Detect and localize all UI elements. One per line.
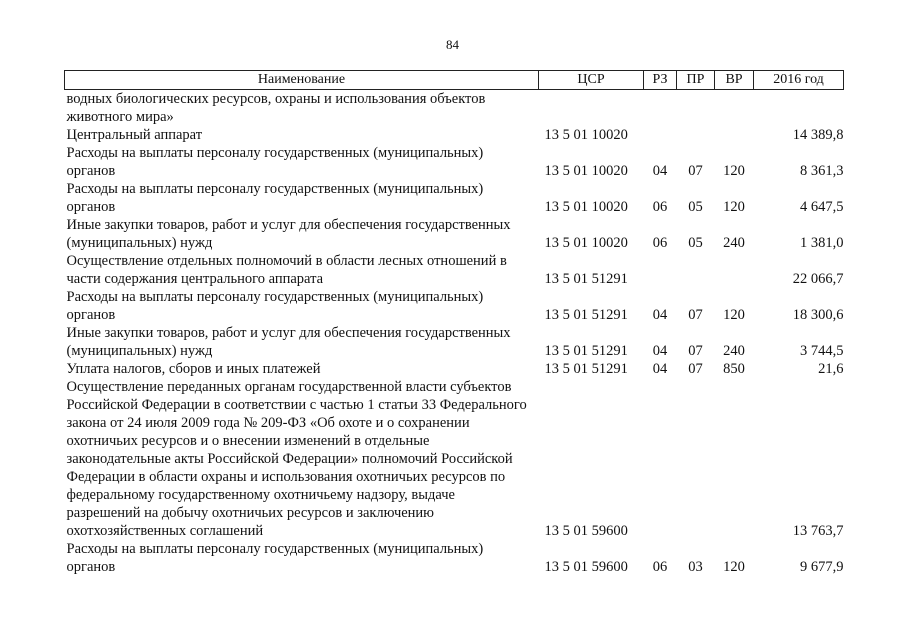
table-header bbox=[65, 71, 844, 90]
row-pr: 05 bbox=[688, 199, 703, 215]
row-rz: 04 bbox=[652, 307, 668, 323]
row-csr: 13 5 01 51291 bbox=[544, 307, 628, 323]
row-vr: 120 bbox=[723, 559, 745, 575]
row-rz bbox=[644, 90, 677, 127]
row-rz: 06 bbox=[652, 235, 668, 251]
header-csr: ЦСР bbox=[539, 71, 644, 90]
row-name: Уплата налогов, сборов и иных платежей bbox=[66, 361, 321, 377]
row-csr: 13 5 01 59600 bbox=[544, 559, 628, 575]
table-row bbox=[65, 360, 844, 378]
row-name: Расходы на выплаты персоналу государственных (муниципальных) органов bbox=[66, 181, 484, 215]
row-csr: 13 5 01 51291 bbox=[544, 271, 628, 287]
row-csr: 13 5 01 59600 bbox=[544, 523, 628, 539]
header-rz: РЗ bbox=[644, 71, 677, 90]
row-vr bbox=[715, 90, 754, 127]
row-year bbox=[754, 90, 844, 127]
row-pr: 07 bbox=[688, 343, 703, 359]
table-row bbox=[65, 90, 844, 127]
row-csr: 13 5 01 10020 bbox=[544, 127, 628, 143]
row-csr: 13 5 01 10020 bbox=[544, 235, 628, 251]
row-year: 18 300,6 bbox=[792, 307, 844, 323]
table-row bbox=[65, 324, 844, 360]
table-row bbox=[65, 216, 844, 252]
table-row bbox=[65, 252, 844, 288]
row-csr: 13 5 01 51291 bbox=[544, 361, 628, 377]
row-pr: 05 bbox=[688, 235, 703, 251]
row-vr: 120 bbox=[723, 199, 745, 215]
header-pr: ПР bbox=[677, 71, 715, 90]
table-row bbox=[65, 144, 844, 180]
header-vr: ВР bbox=[715, 71, 754, 90]
table-row bbox=[65, 540, 844, 576]
row-pr bbox=[677, 378, 715, 540]
row-year: 3 744,5 bbox=[800, 343, 844, 359]
row-rz: 04 bbox=[652, 361, 668, 377]
row-vr: 240 bbox=[723, 235, 745, 251]
row-rz: 04 bbox=[652, 343, 668, 359]
row-name: Иные закупки товаров, работ и услуг для обеспечения государственных (муниципальных) нужд bbox=[66, 217, 511, 251]
row-pr bbox=[677, 126, 715, 144]
row-name: Осуществление переданных органам государственной власти субъектов Российской Федерации в соответствии с частью 1 статьи 33 Федерального закона от 24 июля 2009 года № 209-ФЗ «Об охоте и о сохранении охотничьих ресурсов и о внесении изменений в отдельные законодательные акты Российской Федерации» полномочий Российской Федерации в области охраны и использования охотничьих ресурсов по федеральному государственному охотничьему надзору, выдаче разрешений на добычу охотничьих ресурсов и заключению охотхозяйственных соглашений bbox=[66, 379, 527, 539]
table-row bbox=[65, 378, 844, 540]
row-vr: 120 bbox=[723, 163, 745, 179]
header-year: 2016 год bbox=[754, 71, 844, 90]
row-name: Расходы на выплаты персоналу государственных (муниципальных) органов bbox=[66, 541, 484, 575]
row-csr: 13 5 01 51291 bbox=[544, 343, 628, 359]
row-pr: 03 bbox=[688, 559, 703, 575]
row-name: водных биологических ресурсов, охраны и использования объектов животного мира» bbox=[66, 91, 486, 125]
row-rz: 06 bbox=[652, 199, 668, 215]
row-rz bbox=[644, 378, 677, 540]
row-year: 9 677,9 bbox=[800, 559, 844, 575]
table-body bbox=[65, 90, 844, 577]
row-year: 14 389,8 bbox=[792, 127, 844, 143]
row-year: 1 381,0 bbox=[800, 235, 844, 251]
row-csr bbox=[539, 90, 644, 127]
row-year: 22 066,7 bbox=[792, 271, 844, 287]
row-csr: 13 5 01 10020 bbox=[544, 199, 628, 215]
row-pr: 07 bbox=[688, 307, 703, 323]
row-pr bbox=[677, 252, 715, 288]
row-rz bbox=[644, 252, 677, 288]
page-number: 84 bbox=[446, 37, 459, 52]
row-vr: 120 bbox=[723, 307, 745, 323]
row-name: Центральный аппарат bbox=[66, 127, 203, 143]
row-vr bbox=[715, 126, 754, 144]
row-vr bbox=[715, 252, 754, 288]
table-row bbox=[65, 288, 844, 324]
table-row bbox=[65, 126, 844, 144]
header-name: Наименование bbox=[65, 71, 539, 90]
row-rz: 04 bbox=[652, 163, 668, 179]
row-name: Осуществление отдельных полномочий в области лесных отношений в части содержания центрального аппарата bbox=[66, 253, 507, 287]
row-pr: 07 bbox=[688, 163, 703, 179]
row-rz: 06 bbox=[652, 559, 668, 575]
row-vr bbox=[715, 378, 754, 540]
row-name: Расходы на выплаты персоналу государственных (муниципальных) органов bbox=[66, 145, 484, 179]
row-csr: 13 5 01 10020 bbox=[544, 163, 628, 179]
row-vr: 240 bbox=[723, 343, 745, 359]
budget-table bbox=[64, 70, 844, 576]
table-row bbox=[65, 180, 844, 216]
row-name: Расходы на выплаты персоналу государственных (муниципальных) органов bbox=[66, 289, 484, 323]
row-year: 13 763,7 bbox=[792, 523, 844, 539]
row-name: Иные закупки товаров, работ и услуг для обеспечения государственных (муниципальных) нужд bbox=[66, 325, 511, 359]
row-year: 4 647,5 bbox=[800, 199, 844, 215]
row-year: 8 361,3 bbox=[800, 163, 844, 179]
row-pr bbox=[677, 90, 715, 127]
row-year: 21,6 bbox=[818, 361, 844, 377]
row-pr: 07 bbox=[688, 361, 703, 377]
row-vr: 850 bbox=[723, 361, 745, 377]
row-rz bbox=[644, 126, 677, 144]
